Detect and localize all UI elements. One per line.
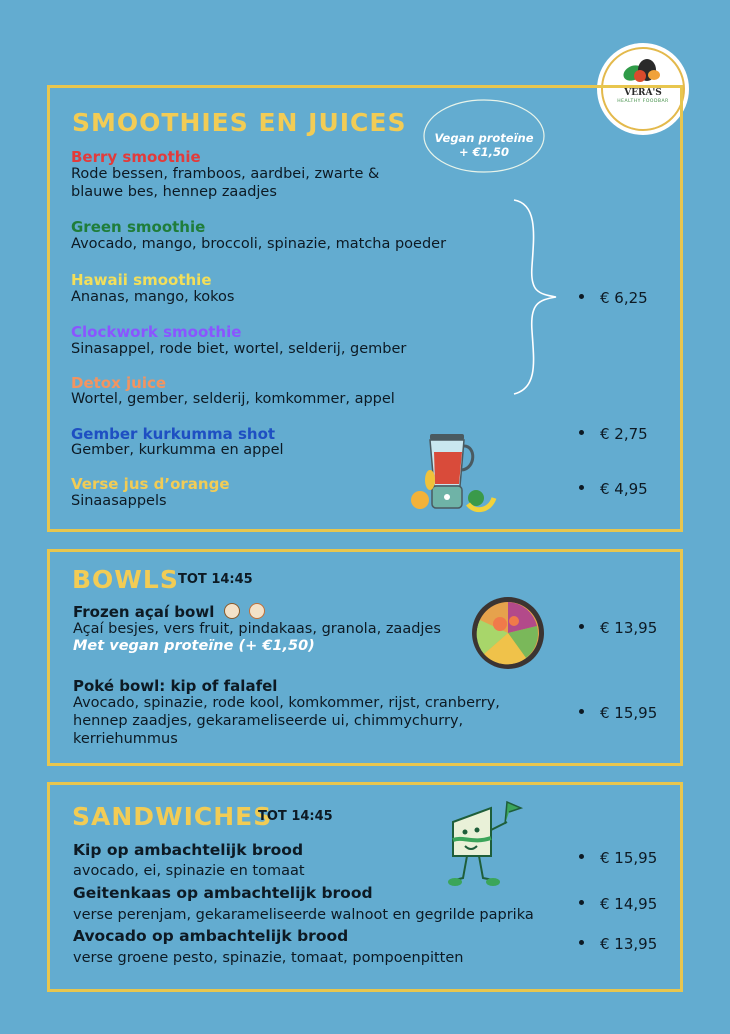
item-name-text: Frozen açaí bowl — [73, 603, 215, 621]
sandwiches-title: SANDWICHES — [72, 802, 273, 831]
bowls-time: TOT 14:45 — [178, 572, 253, 587]
desc-line: blauwe bes, hennep zaadjes — [71, 184, 277, 200]
acorn-icon — [224, 603, 240, 619]
item-desc-kip: avocado, ei, spinazie en tomaat — [73, 863, 305, 879]
peanut-icon — [249, 603, 265, 619]
item-desc-poke — [73, 694, 500, 748]
price-jus — [579, 480, 648, 498]
smoothies-title: SMOOTHIES EN JUICES — [72, 108, 407, 137]
price-acai — [579, 619, 657, 637]
item-desc-acai: Açaí besjes, vers fruit, pindakaas, granola, zaadjes — [73, 621, 441, 637]
bowl-image-icon — [470, 594, 546, 672]
item-desc-detox: Wortel, gember, selderij, komkommer, appel — [71, 391, 395, 407]
item-desc-green: Avocado, mango, broccoli, spinazie, matcha poeder — [71, 236, 447, 252]
price-value: € 14,95 — [600, 895, 658, 913]
sandwiches-time: TOT 14:45 — [258, 809, 333, 824]
badge-line-1: Vegan proteïne — [434, 131, 534, 145]
price-smoothies — [579, 289, 648, 307]
vegan-protein-badge — [428, 131, 540, 159]
item-name-poke: Poké bowl: kip of falafel — [73, 677, 278, 695]
item-name-jus: Verse jus d’orange — [71, 475, 230, 493]
item-desc-avocado: verse groene pesto, spinazie, tomaat, pompoenpitten — [73, 950, 464, 966]
sandwich-mascot-icon — [443, 800, 533, 892]
price-shot — [579, 425, 648, 443]
curly-brace-icon — [508, 196, 563, 398]
item-name-detox: Detox juice — [71, 374, 167, 392]
item-desc-berry — [71, 165, 379, 201]
item-desc-jus: Sinaasappels — [71, 493, 167, 509]
item-name-avocado: Avocado op ambachtelijk brood — [73, 927, 349, 945]
item-desc-geitenkaas: verse perenjam, gekarameliseerde walnoot en gegrilde paprika — [73, 907, 534, 923]
item-desc-gember: Gember, kurkumma en appel — [71, 442, 284, 458]
price-value: € 13,95 — [600, 619, 658, 637]
item-name-hawaii: Hawaii smoothie — [71, 271, 212, 289]
price-value: € 15,95 — [600, 704, 658, 722]
price-kip — [579, 849, 657, 867]
price-value: € 13,95 — [600, 935, 658, 953]
item-name-acai — [73, 603, 265, 621]
price-avocado — [579, 935, 657, 953]
desc-line: Avocado, spinazie, rode kool, komkommer, rijst, cranberry, — [73, 695, 500, 711]
item-name-green: Green smoothie — [71, 218, 206, 236]
price-value: € 6,25 — [600, 289, 648, 307]
item-desc-hawaii: Ananas, mango, kokos — [71, 289, 235, 305]
bowls-title: BOWLS — [72, 565, 179, 594]
blender-icon — [406, 428, 498, 514]
logo-name: VERA'S — [624, 88, 662, 98]
item-name-kip: Kip op ambachtelijk brood — [73, 841, 304, 859]
acai-protein-note: Met vegan proteïne (+ €1,50) — [73, 638, 315, 654]
price-value: € 2,75 — [600, 425, 648, 443]
desc-line: kerriehummus — [73, 731, 178, 747]
item-desc-clockwork: Sinasappel, rode biet, wortel, selderij, gember — [71, 341, 407, 357]
desc-line: Rode bessen, framboos, aardbei, zwarte & — [71, 166, 380, 182]
desc-line: hennep zaadjes, gekarameliseerde ui, chimmychurry, — [73, 713, 464, 729]
price-poke — [579, 704, 657, 722]
price-value: € 4,95 — [600, 480, 648, 498]
logo-tagline: HEALTHY FOODBAR — [617, 99, 669, 104]
price-geitenkaas — [579, 895, 657, 913]
price-value: € 15,95 — [600, 849, 658, 867]
item-name-berry: Berry smoothie — [71, 148, 201, 166]
badge-line-2: + €1,50 — [458, 145, 509, 159]
item-name-geitenkaas: Geitenkaas op ambachtelijk brood — [73, 884, 373, 902]
item-name-clockwork: Clockwork smoothie — [71, 323, 242, 341]
item-name-gember: Gember kurkumma shot — [71, 425, 276, 443]
